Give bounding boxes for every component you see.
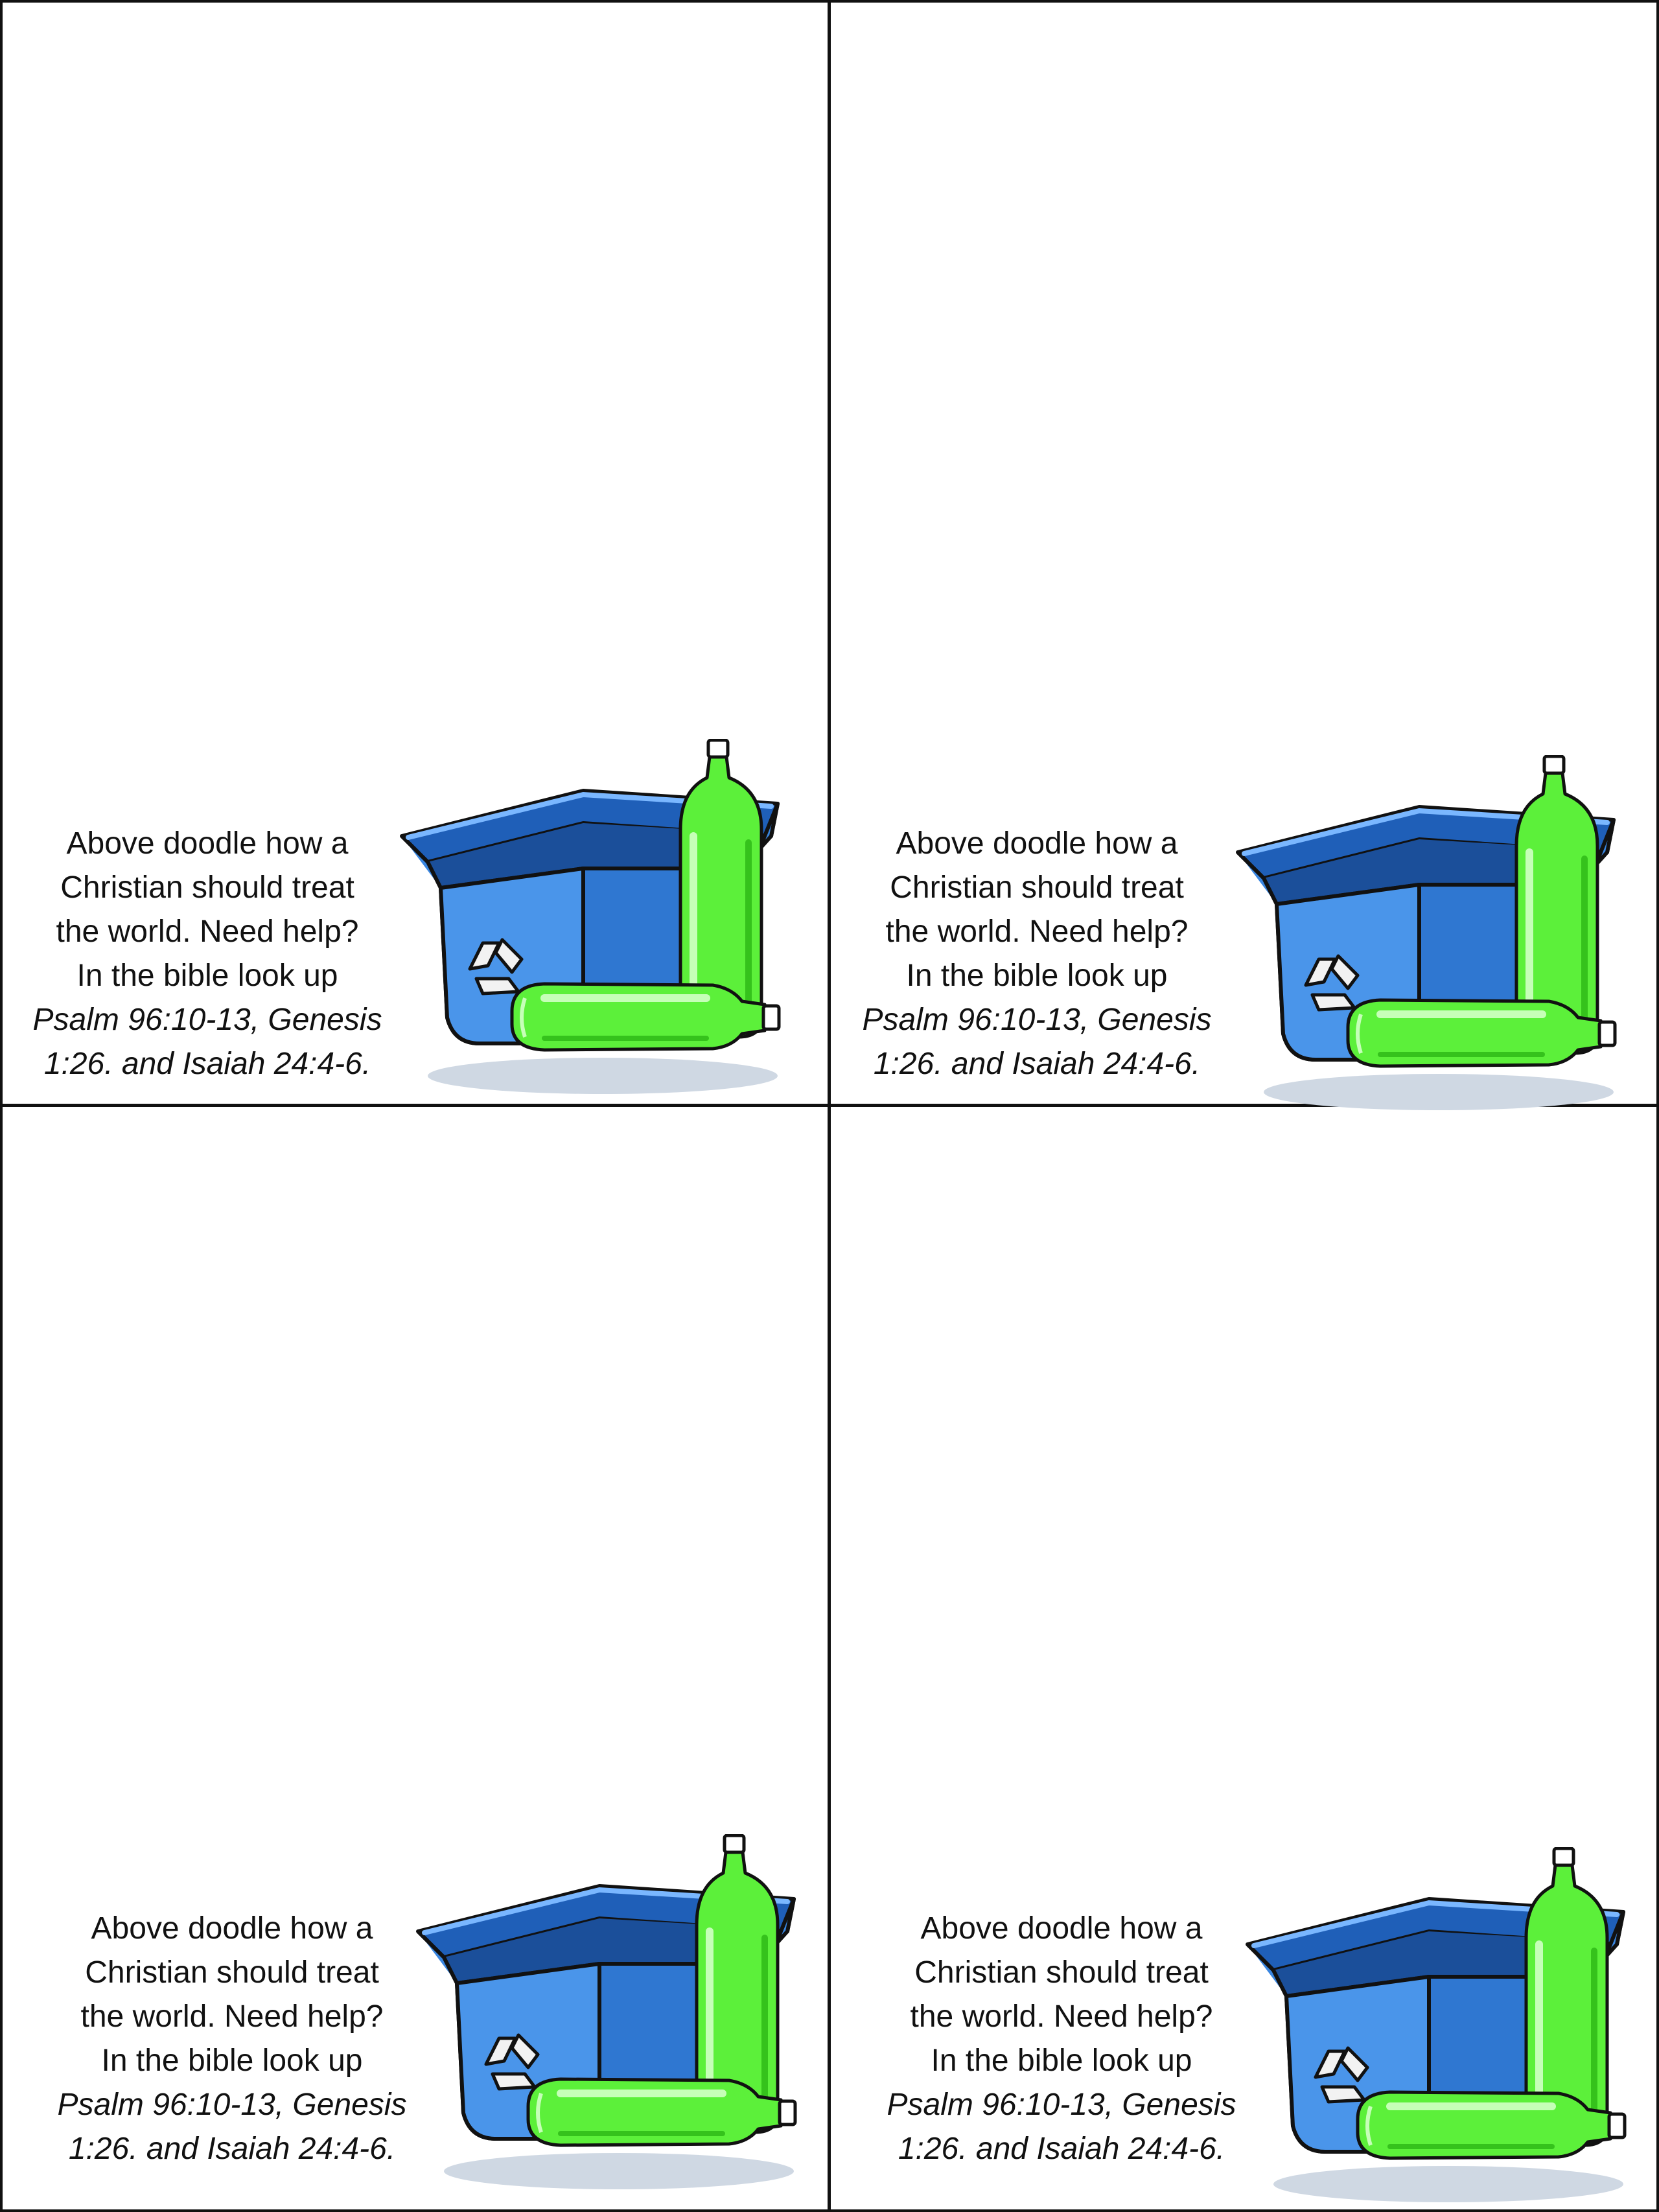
card-caption	[6, 822, 408, 1086]
caption-line: the world. Need help?	[80, 1999, 384, 2034]
caption-line: Christian should treat	[890, 870, 1184, 905]
caption-line: Above doodle how a	[66, 826, 349, 861]
scripture-reference: Psalm 96:10-13, Genesis	[57, 2088, 407, 2122]
scripture-reference: 1:26. and Isaiah 24:4-6.	[43, 1047, 371, 1081]
scripture-reference: Psalm 96:10-13, Genesis	[862, 1003, 1212, 1037]
scripture-reference: 1:26. and Isaiah 24:4-6.	[68, 2132, 396, 2166]
scripture-reference: Psalm 96:10-13, Genesis	[887, 2088, 1236, 2122]
scripture-reference: Psalm 96:10-13, Genesis	[32, 1003, 382, 1037]
caption-line: In the bible look up	[931, 2043, 1192, 2078]
caption-line: In the bible look up	[101, 2043, 363, 2078]
recycling-bin-icon	[389, 739, 804, 1102]
caption-line: Above doodle how a	[91, 1911, 373, 1946]
scripture-reference: 1:26. and Isaiah 24:4-6.	[898, 2132, 1225, 2166]
caption-line: Christian should treat	[914, 1955, 1209, 1990]
recycling-bin-icon	[405, 1834, 820, 2197]
caption-line: Christian should treat	[85, 1955, 379, 1990]
caption-line: Above doodle how a	[920, 1911, 1203, 1946]
card-caption	[861, 1907, 1262, 2171]
scripture-reference: 1:26. and Isaiah 24:4-6.	[873, 1047, 1201, 1081]
caption-line: In the bible look up	[906, 959, 1168, 993]
caption-line: Christian should treat	[60, 870, 354, 905]
recycling-bin-icon	[1235, 1847, 1649, 2210]
caption-line: In the bible look up	[76, 959, 338, 993]
caption-line: the world. Need help?	[910, 1999, 1213, 2034]
caption-line: Above doodle how a	[896, 826, 1178, 861]
caption-line: the world. Need help?	[885, 914, 1189, 949]
recycling-bin-icon	[1225, 755, 1640, 1118]
card-caption	[31, 1907, 433, 2171]
card-caption	[836, 822, 1238, 1086]
caption-line: the world. Need help?	[56, 914, 359, 949]
